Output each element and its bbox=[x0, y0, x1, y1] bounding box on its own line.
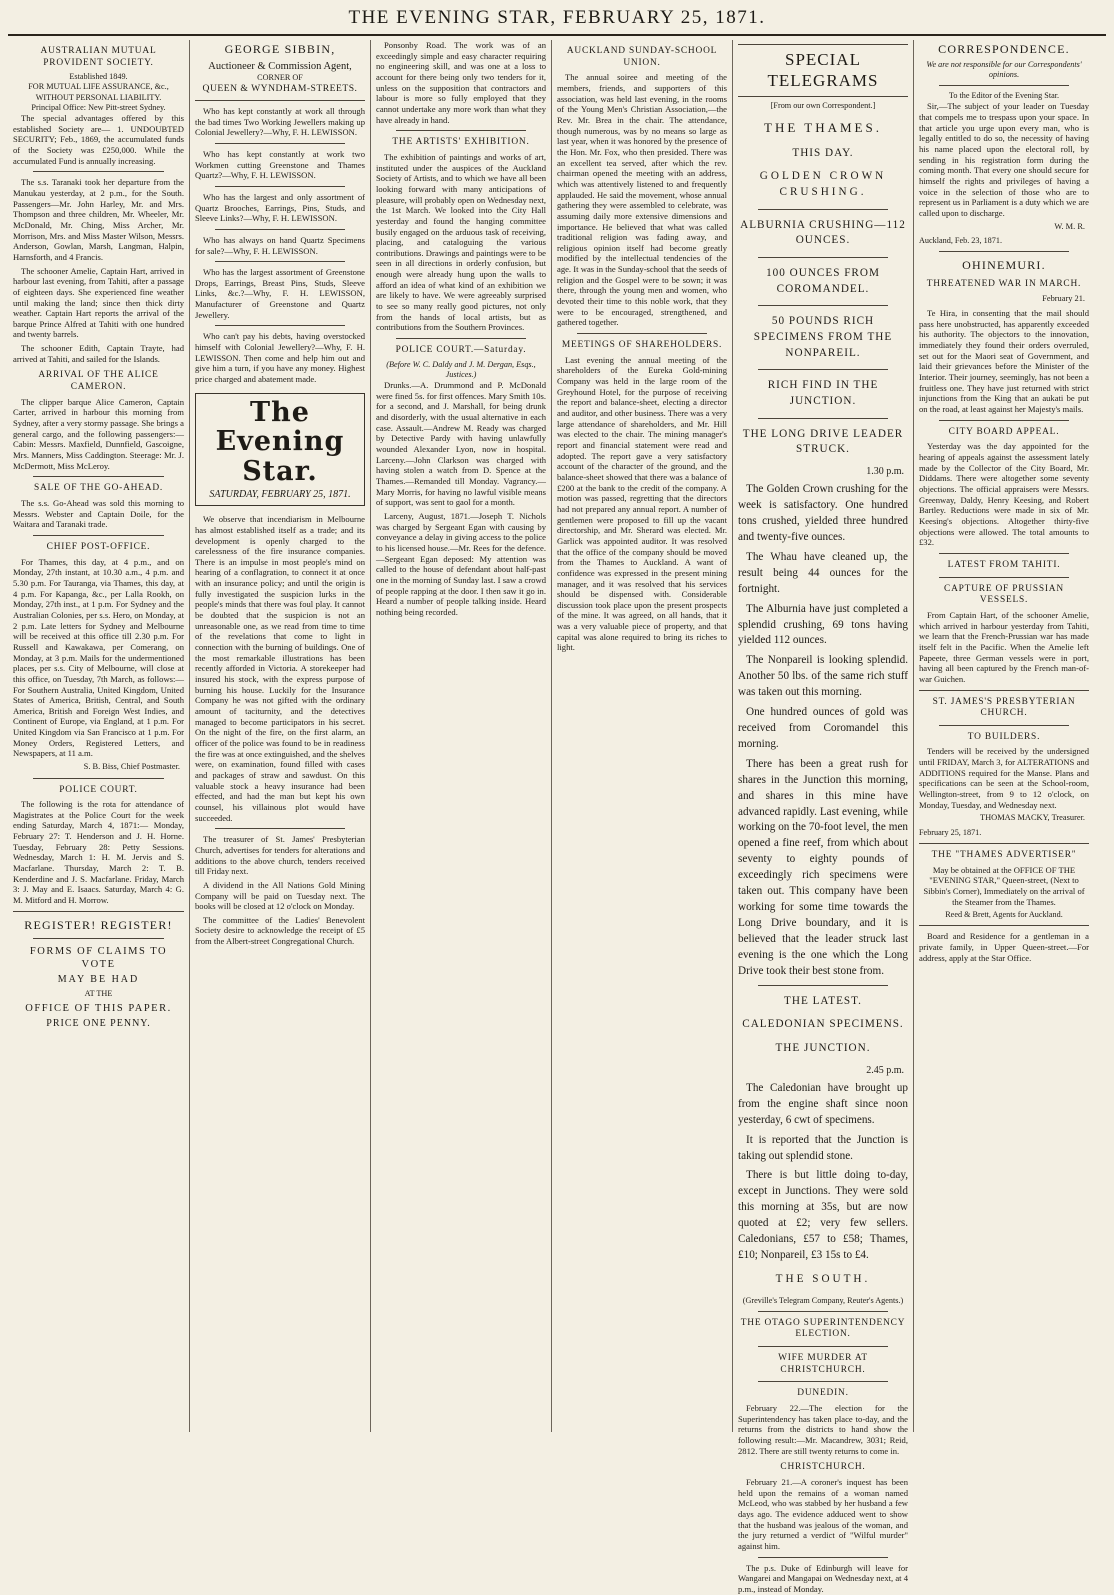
special-telegrams-banner bbox=[738, 44, 908, 97]
thames-heading: THE THAMES. bbox=[764, 120, 882, 136]
police-court-rota-heading: POLICE COURT. bbox=[59, 784, 138, 795]
coromandel-heading: 100 OUNCES FROM COROMANDEL. bbox=[766, 266, 880, 295]
junction-find-heading: RICH FIND IN THE JUNCTION. bbox=[767, 379, 879, 407]
telegram-coromandel: One hundred ounces of gold was received from Coromandel this morning. bbox=[738, 706, 908, 750]
amelie-text: The schooner Amelie, Captain Hart, arrived in harbour last evening, from Tahiti, after a passage of eighteen days. She experienced fine weather until making the land; since then thick dirty weather. Captain Hart reports the arrival of the barque Prince Alfred at Tahiti with one hundred and twenty barrels. bbox=[13, 265, 184, 340]
divider bbox=[758, 305, 888, 306]
divider bbox=[215, 828, 345, 829]
divider bbox=[215, 186, 345, 187]
columns bbox=[8, 40, 1106, 1594]
sibbin-subheading: Auctioneer & Commission Agent, bbox=[208, 60, 352, 72]
telegram-junction-2: It is reported that the Junction is taking out splendid stone. bbox=[738, 1133, 908, 1162]
special-telegrams-heading: SPECIAL TELEGRAMS bbox=[767, 50, 879, 91]
artists-exhibition-heading: THE ARTISTS' EXHIBITION. bbox=[392, 137, 530, 148]
divider bbox=[939, 251, 1069, 252]
divider bbox=[215, 325, 345, 326]
telegram-alburnia: The Alburnia have just completed a splendid crushing, 69 tons having yielded 112 ounces. bbox=[738, 602, 908, 647]
threatened-war-date: February 21. bbox=[1042, 293, 1085, 303]
edith-text: The schooner Edith, Captain Trayte, had arrived at Tahiti, and sailed for the Islands. bbox=[13, 343, 184, 364]
shipping-text: The s.s. Taranaki took her departure from the Manukau yesterday, at 2 p.m., for the South. Passengers—Mr. John Harley, Mr. and Mrs. Thompson and three children, Mr. Wheeler, Mr. McDonald, Mr. Ching, Miss Archer, Mr. Morrison, Mrs. and Miss Master Wilson, Messrs. Anderson, Gowlan, Marsh, Langman, Halpin, Harnsforth, and 4 Francis. bbox=[13, 177, 184, 262]
lewisson-ad-1: Who has kept constantly at work all through the bad times Two Working Jewellers making up Colonial Jewellery?—Why, F. H. LEWISSON. bbox=[195, 105, 365, 138]
long-drive-heading: THE LONG DRIVE LEADER STRUCK. bbox=[742, 427, 904, 456]
shareholders-heading: MEETINGS OF SHAREHOLDERS. bbox=[561, 340, 723, 351]
st-james-heading: ST. JAMES'S PRESBYTERIAN CHURCH. bbox=[932, 696, 1076, 719]
post-office-heading: CHIEF POST-OFFICE. bbox=[46, 541, 151, 552]
postmaster-signature: S. B. Biss, Chief Postmaster. bbox=[83, 762, 180, 772]
amp-established: Established 1849. bbox=[69, 72, 128, 82]
time-stamp-2: 2.45 p.m. bbox=[866, 1064, 904, 1076]
lewisson-ad-2: Who has kept constantly at work two Workmen cutting Greenstone and Thames Quartz?—Why, F. H. LEWISSON. bbox=[195, 148, 365, 181]
divider bbox=[939, 577, 1069, 578]
divider bbox=[33, 938, 164, 939]
divider bbox=[33, 476, 164, 477]
column-5 bbox=[732, 40, 913, 1594]
divider bbox=[215, 143, 345, 144]
correspondence-signature: W. M. R. bbox=[1054, 221, 1085, 231]
column-4 bbox=[551, 40, 732, 1432]
this-day: THIS DAY. bbox=[792, 146, 854, 159]
divider bbox=[758, 418, 888, 419]
post-office-text: For Thames, this day, at 4 p.m., and on Monday, 27th instant, at 10.30 a.m., 4 p.m. and 5.30 p.m. For Tauranga, via Thames, this day, at 4 p.m. For Kapanga, &c., per Lalla Rookh, on Monday, 27th inst., at 1 p.m. For Sydney and the Australian Colonies, per s.s. Hero, on Monday, at 2 p.m. Late letters for Sydney and Melbourne will be received at this office till 2.30 p.m. For Russell and Kawakawa, per Comerang, on Monday, at 3 p.m. Mails for the undermentioned places, per s.s. City of Melbourne, will close at this office, on Tuesday, 7th March, as follows:—For Southern Australia, United Kingdom, United States of America, British, Central, and South America, British and Foreign West Indies, and Continent of Europe, via England, at 1 p.m. For United Kingdom via San Francisco at 1 p.m. For Money Orders, Registered Letters, and Newspapers, at 11 a.m. bbox=[13, 556, 184, 759]
divider bbox=[215, 229, 345, 230]
lewisson-ad-6: Who can't pay his debts, having overstocked himself with Colonial Jewellery?—Why, F. H. LEWISSON. Then come and help him out and give him a turn, if you have any money. Highest price charged and abatement made. bbox=[195, 331, 365, 385]
telegram-junction: There has been a great rush for shares in the Junction this morning, and shares in this mine have advanced rapidly. Last evening, while working on the 70-foot level, the men opened a fine reef, from which about seventy to eighty pounds of exceedingly rich specimens were taken out. This company have been working for some time towards the Long Drive boundary, and it is believed that the leader struck last evening is the one which the Long Drive took their best stone from. bbox=[738, 757, 908, 977]
divider bbox=[215, 261, 345, 262]
otago-heading: THE OTAGO SUPERINTENDENCY ELECTION. bbox=[740, 1317, 906, 1340]
alburnia-heading: ALBURNIA CRUSHING—112 OUNCES. bbox=[740, 218, 906, 247]
builders-signature: THOMAS MACKY, Treasurer. bbox=[979, 813, 1085, 823]
divider bbox=[939, 420, 1069, 421]
alice-cameron-text: The clipper barque Alice Cameron, Captain Carter, arrived in harbour this morning from Sydney, after a very stormy passage. She brings a general cargo, and the following passengers:—Cabin: Messrs. Maxfield, Dunnfield, Gascoigne, Mrs. Manners, Miss Caddington. Steerage: Mr. J. McDermott, Miss McLeroy. bbox=[13, 396, 184, 471]
divider bbox=[758, 1346, 888, 1347]
forms-line-4: OFFICE OF THIS PAPER. bbox=[25, 1003, 172, 1015]
correspondence-heading: CORRESPONDENCE. bbox=[938, 42, 1070, 56]
police-court-heading: POLICE COURT.—Saturday. bbox=[395, 345, 527, 356]
editorial-text-2: The treasurer of St. James' Presbyterian Church, advertises for tenders for alterations and additions to the above church, tenders received till Friday next. bbox=[195, 834, 365, 877]
column-6 bbox=[913, 40, 1094, 1432]
divider bbox=[577, 333, 707, 334]
amp-office: Principal Office: New Pitt-street Sydney. bbox=[31, 102, 166, 112]
telegram-nonpareil: The Nonpareil is looking splendid. Another 50 lbs. of the same rich stuff was taken out this morning. bbox=[738, 654, 908, 699]
south-sub: (Greville's Telegram Company, Reuter's Agents.) bbox=[742, 1295, 904, 1305]
forms-line-2: MAY BE HAD bbox=[57, 973, 140, 985]
sibbin-corner: CORNER OF bbox=[257, 72, 303, 82]
latest-heading: THE LATEST. bbox=[784, 994, 862, 1007]
city-board-heading: CITY BOARD APPEAL. bbox=[948, 426, 1060, 437]
special-telegrams-sub: [From our own Correspondent.] bbox=[770, 101, 876, 111]
threatened-war-heading: THREATENED WAR IN MARCH. bbox=[926, 279, 1082, 290]
divider bbox=[919, 690, 1089, 691]
police-court-rota-text: The following is the rota for attendance of Magistrates at the Police Court for the week ending Saturday, March 4, 1871:— Monday, February 27: T. Henderson and J. H. Horne. Tuesday, February 28: Petty Sessions. Wednesday, March 1: H. M. Jervis and S. Macfarlane. Thursday, March 2: T. B. Kenderdine and J. S. Macfarlane. Friday, March 3: J. May and E. Isaacs. Saturday, March 4: G. M. Mitford and H. Morrow. bbox=[13, 799, 184, 906]
divider bbox=[939, 553, 1069, 554]
dunedin-text: February 22.—The election for the Superintendency has taken place to-day, and the returns from the districts to hand show the following result:—Mr. Macandrew, 3031; Reid, 2812. There are still twenty returns to come in. bbox=[738, 1403, 908, 1456]
alice-cameron-heading: ARRIVAL OF THE ALICE CAMERON. bbox=[38, 370, 159, 393]
amp-heading: AUSTRALIAN MUTUAL PROVIDENT SOCIETY. bbox=[40, 46, 157, 68]
caledonian-heading: CALEDONIAN SPECIMENS. bbox=[742, 1018, 904, 1031]
divider bbox=[758, 369, 888, 370]
lewisson-ad-4: Who has always on hand Quartz Specimens for sale?—Why, F. H. LEWISSON. bbox=[195, 234, 365, 256]
divider bbox=[758, 1557, 888, 1558]
builders-date: February 25, 1871. bbox=[919, 827, 982, 837]
divider bbox=[939, 85, 1069, 86]
duke-text: The p.s. Duke of Edinburgh will leave for Wangarei and Mangapai on Wednesday next, at 4 p.m., instead of Monday. bbox=[738, 1562, 908, 1594]
police-court-text-2: Larceny, August, 1871.—Joseph T. Nichols was charged by Sergeant Egan with causing by conveyance a delay in giving access to the police to his licensed house.—Mr. Rees for the defence.—Sergeant Egan deposed: My attention was called to the house of defendant about half-past one in the morning of Sunday last. I saw a crowd of people rapping at the door. I then saw it go in. Heard a number of people talking inside. Heard nothing being recorded. bbox=[376, 510, 546, 617]
tahiti-text: From Captain Hart, of the schooner Amelie, which arrived in harbour yesterday from Tahiti, we learn that the French-Prussian war has made itself felt in the Pacific. When the Amelie left Papeete, three German vessels were in port, having all been captured by the French man-of-war Guichen. bbox=[919, 609, 1089, 684]
amp-subtitle: FOR MUTUAL LIFE ASSURANCE, &c., bbox=[28, 82, 169, 92]
divider bbox=[33, 778, 164, 779]
go-ahead-heading: SALE OF THE GO-AHEAD. bbox=[33, 483, 164, 494]
forms-line-5: PRICE ONE PENNY. bbox=[46, 1018, 151, 1030]
correspondence-text: Sir,—The subject of your leader on Tuesday that compels me to trespass upon your space. In that article you urge upon every man, who is legally entitled to do so, the necessity of having his name placed upon the electoral roll, by sending in his registration form during the coming month. That every one should secure for himself the rights and privileges of having a voice in the selection of those who are to represent us in Parliament is a duty which we are called upon to discharge. bbox=[919, 101, 1089, 218]
evening-star-masthead bbox=[195, 393, 365, 506]
thames-advertiser-agents: Reed & Brett, Agents for Auckland. bbox=[945, 910, 1063, 920]
column-1 bbox=[8, 40, 189, 1432]
wife-murder-heading: WIFE MURDER AT CHRISTCHURCH. bbox=[778, 1353, 868, 1375]
telegram-market: There is but little doing to-day, except in Junctions. They were sold this morning at 35s, but are now quoted at £2; very few sellers. Caledonians, £57 to £58; Thames, £10; Nonpareil, £3 15s to £4. bbox=[738, 1169, 908, 1261]
forms-line-1: FORMS OF CLAIMS TO VOTE bbox=[29, 945, 168, 970]
police-court-text: Drunks.—A. Drummond and P. McDonald were fined 5s. for first offences. Mary Smith 10s. for a second, and J. Marshall, for being drunk and disorderly, with the usual alternative in each case. Assault.—Andrew M. Ready was charged by Detective Pardy with having unlawfully wounded Alexander Lyon, now in hospital. Larceny.—John Clarkson was charged with having stolen a watch from D. Spence at the Thames.—Remanded till Monday. Vagrancy.—Mary Morris, for having no lawful visible means of support, was sent to gaol for a month. bbox=[376, 380, 546, 508]
threatened-war-text: Te Hira, in consenting that the mail should pass here unobstructed, has apparently exceeded his authority. The objectors to the innovation, immediately they found their orders overruled, set out for the Maori seat of Government, and laid their grievances before the Minister of the Interior. Their journey, seemingly, has not been a fruitless one. They have just returned with strict injunctions from the King that an aukati be put on the road, at least against her Majesty's mails. bbox=[919, 308, 1089, 415]
go-ahead-text: The s.s. Go-Ahead was sold this morning to Messrs. Webster and Captain Doile, for the Waitara and Taranaki trade. bbox=[13, 498, 184, 530]
christchurch-text: February 21.—A coroner's inquest has been held upon the remains of a woman named McLeod, who was stabbed by her husband a few days ago. The evidence adduced went to show that the husband was jealous of the woman, and the jury returned a verdict of "Wilful murder" against him. bbox=[738, 1476, 908, 1551]
sunday-school-text: The annual soiree and meeting of the members, friends, and supporters of this association, was held last evening, in the rooms of the Young Men's Christian Association,—the Rev. Mr. Brea in the chair. The attendance, though numerous, was by no means so large as last year, when it was honored by the presence of the Hon. Mr. Fox, who then presided. There was an excellent tea served, after which the rev. chairman opened the meeting with an address, which was attentively listened to and frequently applauded. He said the movement, whose annual gathering they were assembled to celebrate, was assuming daily more extensive dimensions and importance. He believed that what was called traditional religion was fading away, and religious opinion itself had become greatly modified by the intellectual tendencies of the age. It was in the Sunday-school that the seeds of religion and the Gospel were to be sown; it was there, through the young men and women, who devoted their time to this noble work, that they were to be encouraged, strengthened, and gathered together. bbox=[557, 72, 727, 328]
board-residence-text: Board and Residence for a gentleman in a private family, in Upper Queen-street.—For address, apply at the Star Office. bbox=[919, 931, 1089, 963]
divider bbox=[758, 257, 888, 258]
telegram-golden-crown: The Golden Crown crushing for the week is satisfactory. One hundred tons crushed, yielded three hundred and twenty-five ounces. bbox=[738, 483, 908, 544]
city-board-text: Yesterday was the day appointed for the hearing of appeals against the assessment lately made by the Collector of the City Board, Mr. Diddams. There were altogether some seventy objections. The official appraisers were Messrs. Greenway, Daldy, Henry Keesing, and Robert Bartley. Reductions were made in six of Mr. Keesing's objections. Altogether thirty-five objections were allowed. The total amounts to £32. bbox=[919, 441, 1089, 548]
correspondence-place: Auckland, Feb. 23, 1871. bbox=[919, 236, 1003, 246]
divider bbox=[758, 1311, 888, 1312]
divider bbox=[396, 130, 526, 131]
divider bbox=[396, 338, 526, 339]
column-3 bbox=[370, 40, 551, 1432]
tahiti-heading: LATEST FROM TAHITI. bbox=[947, 559, 1061, 570]
thames-advertiser-heading: THE "THAMES ADVERTISER" bbox=[931, 850, 1077, 860]
builders-text: Tenders will be received by the undersigned until FRIDAY, March 3, for ALTERATIONS and ADDITIONS required for the Manse. Plans and specifications can be seen at the School-room, Wellington-street, from 9 to 12 o'clock, on Monday, Tuesday, and Wednesday next. bbox=[919, 746, 1089, 810]
divider bbox=[13, 911, 184, 912]
telegram-body-2 bbox=[738, 1081, 908, 1264]
sibbin-heading: GEORGE SIBBIN, bbox=[224, 42, 336, 56]
south-heading: THE SOUTH. bbox=[775, 1272, 871, 1285]
forms-line-3: AT THE bbox=[84, 989, 113, 999]
divider bbox=[195, 100, 365, 101]
divider bbox=[939, 725, 1069, 726]
divider bbox=[33, 171, 164, 172]
editorial-text: We observe that incendiarism in Melbourne has almost established itself as a trade; and its development is openly charged to the carelessness of the fire insurance companies. There is an impulse in most people's mind on hearing of a conflagration, to connect it at once with an insurance policy; and until the origin is fully investigated the suspicion lurks in the people's minds that there was foul play. It cannot be doubted that the suspicion is not an unreasonable one, as we read from time to time of the revelations that come to light in connection with the burning of buildings. One of the most remarkable illustrations has been recently afforded in Victoria. A storekeeper had insured his stock, with the express purpose of burning his house. Luckily for the Insurance Company he was not gifted with the ordinary amount of taciturnity, and the detectives managed to become participators in his secret. On the night of the fire, on the first alarm, an officer of the police was found to be in readiness the fire was at once extinguished, and the shelves were, on examination, found filled with cases and packages of straw and sawdust. On this valuable stock a heavy insurance had been effected, and had the man but kept his own counsel, his villainous plot would have succeeded. bbox=[195, 514, 365, 823]
continued-text: Ponsonby Road. The work was of an exceedingly simple and easy character requiring no engineering skill, and was one at a loss to account for there being only two tenders for it, unless on the supposition that contractors and labour is more so fully employed that they cannot undertake any more work than what they have already in hand. bbox=[376, 40, 546, 125]
amp-text: The special advantages offered by this established Society are— 1. UNDOUBTED SECURITY; Feb., 1869, the accumulated funds of the Society was £250,000. While the accumulated Fund is annually increasing. bbox=[13, 113, 184, 166]
telegram-caledonian: The Caledonian have brought up from the engine shaft since noon yesterday, 6 cwt of specimens. bbox=[738, 1081, 908, 1126]
page-header: THE EVENING STAR, FEBRUARY 25, 1871. bbox=[8, 4, 1106, 36]
christchurch-heading: CHRISTCHURCH. bbox=[780, 1462, 866, 1473]
correspondence-sub: We are not responsible for our Correspondents' opinions. bbox=[926, 59, 1082, 80]
dunedin-heading: DUNEDIN. bbox=[797, 1388, 849, 1399]
divider bbox=[919, 843, 1089, 844]
sunday-school-heading: AUCKLAND SUNDAY-SCHOOL UNION. bbox=[566, 46, 718, 68]
lewisson-ad-5: Who has the largest assortment of Greenstone Drops, Earrings, Breast Pins, Studs, Sleeve Links, &c.?—Why, F. H. LEWISSON, Manufacturer of Greenstone and Quartz Jewellery. bbox=[195, 267, 365, 320]
prussian-heading: CAPTURE OF PRUSSIAN VESSELS. bbox=[944, 583, 1064, 606]
amp-subtitle-2: WITHOUT PERSONAL LIABILITY. bbox=[35, 92, 162, 102]
telegram-body-1 bbox=[738, 482, 908, 979]
editorial-text-3: A dividend in the All Nations Gold Mining Company will be paid on Tuesday next. The books will be closed at 12 o'clock on Monday. bbox=[195, 879, 365, 912]
artists-exhibition-text: The exhibition of paintings and works of art, instituted under the auspices of the Auckland Society of Artists, and to which we have all been looking forward with many anticipations of pleasure, will probably open on Wednesday next, the 1st March. We looked into the City Hall yesterday and found the hanging committee busily engaged on the arduous task of receiving, placing, and cataloguing the various contributions. Drawings and paintings were to be seen in all directions in orderly confusion, but enough were already hung upon the walls to afford an idea of what kind of an exhibition we are likely to have. We were agreeably surprised to see so many really good pictures, not only from the hands of local artists, but as contributions from the Southern Provinces. bbox=[376, 151, 546, 333]
builders-heading: TO BUILDERS. bbox=[967, 731, 1041, 742]
shareholders-text: Last evening the annual meeting of the shareholders of the Eureka Gold-mining Company was held in the large room of the Greyhound Hotel, for the purpose of receiving the report and balance-sheet, electing a director and auditor, and other business. There was a very large attendance of shareholders, and Mr. Hill was elected to the chair. The mining manager's report and financial statement were read and adopted. The report gave a very satisfactory account of the character of the ground, and the balance-sheet showed that there was a balance of £200 at the bank to the credit of the company. A motion was passed, regretting that the directors had not prepared any annual report. A number of gentlemen were proposed to fill up the vacant directorship, and Mr. Sherard was elected. Mr. Garlick was appointed auditor. It was resolved that the office of the company should be moved from the Thames to Auckland. A want of confidence was expressed in the present mining manager, and it was resolved that his services should be dispensed with. Considerable discussion took place upon the present prospects of the mine. It was agreed, on all hands, that it was a very valuable piece of property, and that capital was alone required to bring its riches to light. bbox=[557, 354, 727, 653]
divider bbox=[758, 985, 888, 986]
nonpareil-heading: 50 POUNDS RICH SPECIMENS FROM THE NONPAREIL. bbox=[753, 315, 893, 359]
police-court-subheading: (Before W. C. Daldy and J. M. Dergan, Esqs., Justices.) bbox=[386, 359, 536, 379]
newspaper-date: SATURDAY, FEBRUARY 25, 1871. bbox=[209, 488, 351, 500]
lewisson-ad-3: Who has the largest and only assortment of Quartz Brooches, Earrings, Pins, Studs, and Sleeve Links?—Why, F. H. LEWISSON. bbox=[195, 191, 365, 224]
telegram-whau: The Whau have cleaned up, the result being 44 ounces for the fortnight. bbox=[738, 550, 908, 595]
correspondence-to: To the Editor of the Evening Star. bbox=[948, 91, 1060, 101]
editorial-text-4: The committee of the Ladies' Benevolent Society desire to acknowledge the receipt of £5 from the Albert-street Congregational Church. bbox=[195, 914, 365, 947]
divider bbox=[758, 1381, 888, 1382]
divider bbox=[33, 535, 164, 536]
junction-heading: THE JUNCTION. bbox=[775, 1041, 871, 1054]
newspaper-title: The Evening Star. bbox=[215, 396, 345, 488]
divider bbox=[758, 209, 888, 210]
column-2 bbox=[189, 40, 370, 1432]
time-stamp-1: 1.30 p.m. bbox=[866, 465, 904, 477]
divider bbox=[919, 925, 1089, 926]
register-heading: REGISTER! REGISTER! bbox=[24, 917, 173, 932]
sibbin-street: QUEEN & WYNDHAM-STREETS. bbox=[202, 83, 358, 95]
ohinemuri-heading: OHINEMURI. bbox=[962, 258, 1046, 273]
golden-crown-heading: GOLDEN CROWN CRUSHING. bbox=[759, 170, 887, 198]
thames-advertiser-text: May be obtained at the OFFICE OF THE "EVENING STAR," Queen-street, (Next to Sibbin's Corner), Immediately on the arrival of the Steamer from the Thames. bbox=[923, 864, 1085, 907]
